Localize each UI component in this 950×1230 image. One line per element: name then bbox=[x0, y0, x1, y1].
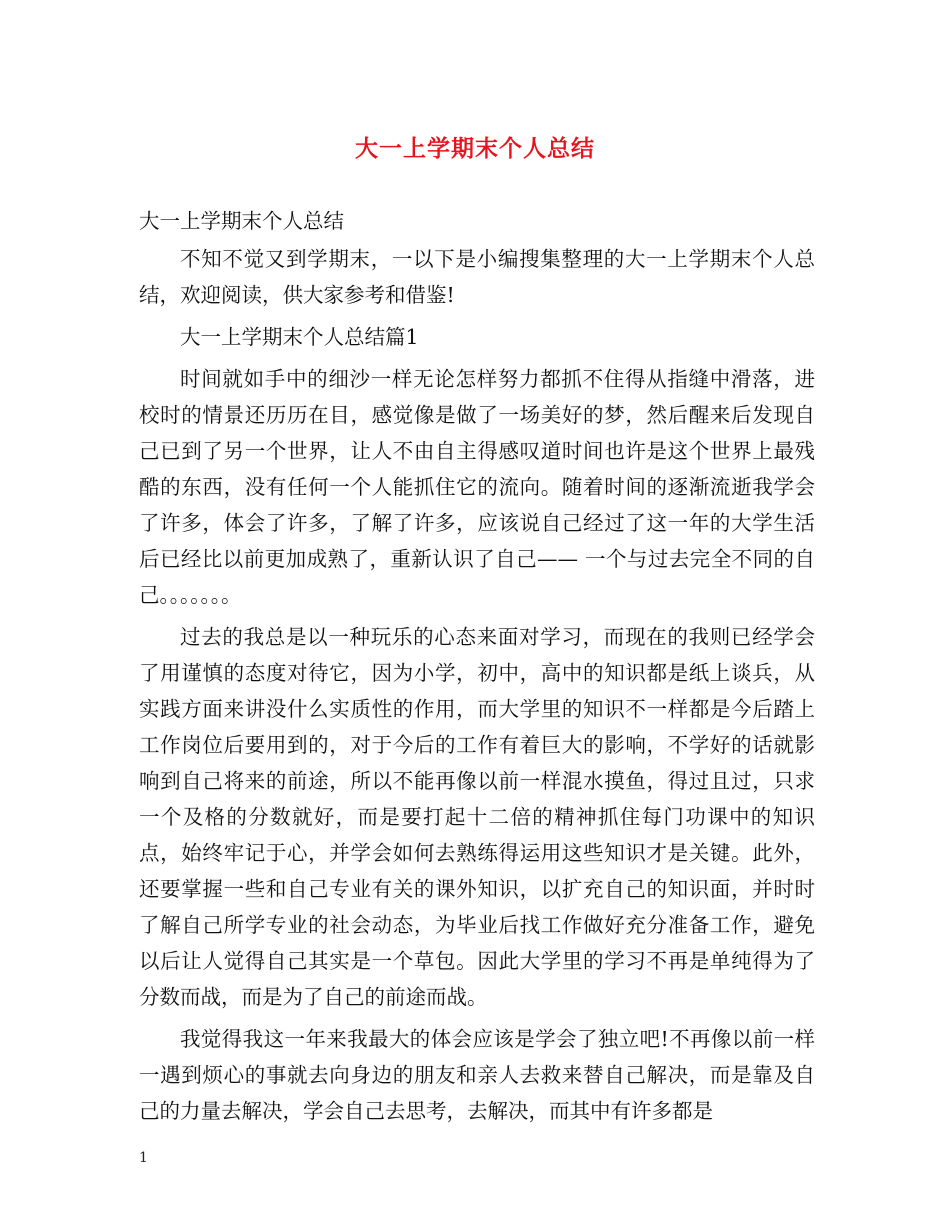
paragraph-study: 过去的我总是以一种玩乐的心态来面对学习，而现在的我则已经学会了用谨慎的态度对待它，因为小学，初中，高中的知识都是纸上谈兵，从实践方面来讲没什么实质性的作用，而大学里的知识不一样都是今后踏上工作岗位后要用到的，对于今后的工作有着巨大的影响，不学好的话就影响到自己将来的前途，所以不能再像以前一样混水摸鱼，得过且过，只求一个及格的分数就好，而是要打起十二倍的精神抓住每门功课中的知识点，始终牢记于心，并学会如何去熟练得运用这些知识才是关键。此外， 还要掌握一些和自己专业有关的课外知识，以扩充自己的知识面，并时时了解自己所学专业的社会动态，为毕业后找工作做好充分准备工作，避免以后让人觉得自己其实是一个草包。因此大学里的学习不再是单纯得为了分数而战，而是为了自己的前途而战。 bbox=[139, 625, 815, 1009]
paragraph-time: 时间就如手中的细沙一样无论怎样努力都抓不住得从指缝中滑落，进校时的情景还历历在目，感觉像是做了一场美好的梦，然后醒来后发现自己已到了另一个世界，让人不由自主得感叹道时间也许是这个世界上最残酷的东西，没有任何一个人能抓住它的流向。随着时间的逐渐流逝我学会了许多，体会了许多，了解了许多，应该说自己经过了这一年的大学生活后已经比以前更加成熟了，重新认识了自己—— 一个与过去完全不同的自己。。。。。。。 bbox=[139, 367, 815, 607]
section-heading: 大一上学期末个人总结篇1 bbox=[180, 325, 419, 349]
page-number: 1 bbox=[139, 1150, 148, 1166]
document-title: 大一上学期末个人总结 bbox=[355, 135, 595, 162]
paragraph-intro: 不知不觉又到学期末，一以下是小编搜集整理的大一上学期末个人总结，欢迎阅读，供大家参考和借鉴! bbox=[139, 247, 815, 307]
document-body bbox=[139, 203, 815, 1135]
paragraph-independence: 我觉得我这一年来我最大的体会应该是学会了独立吧!不再像以前一样一遇到烦心的事就去向身边的朋友和亲人去救来替自己解决，而是靠及自己的力量去解决，学会自己去思考，去解决，而其中有许多都是 bbox=[139, 1027, 815, 1123]
document-subtitle: 大一上学期末个人总结 bbox=[139, 209, 344, 233]
